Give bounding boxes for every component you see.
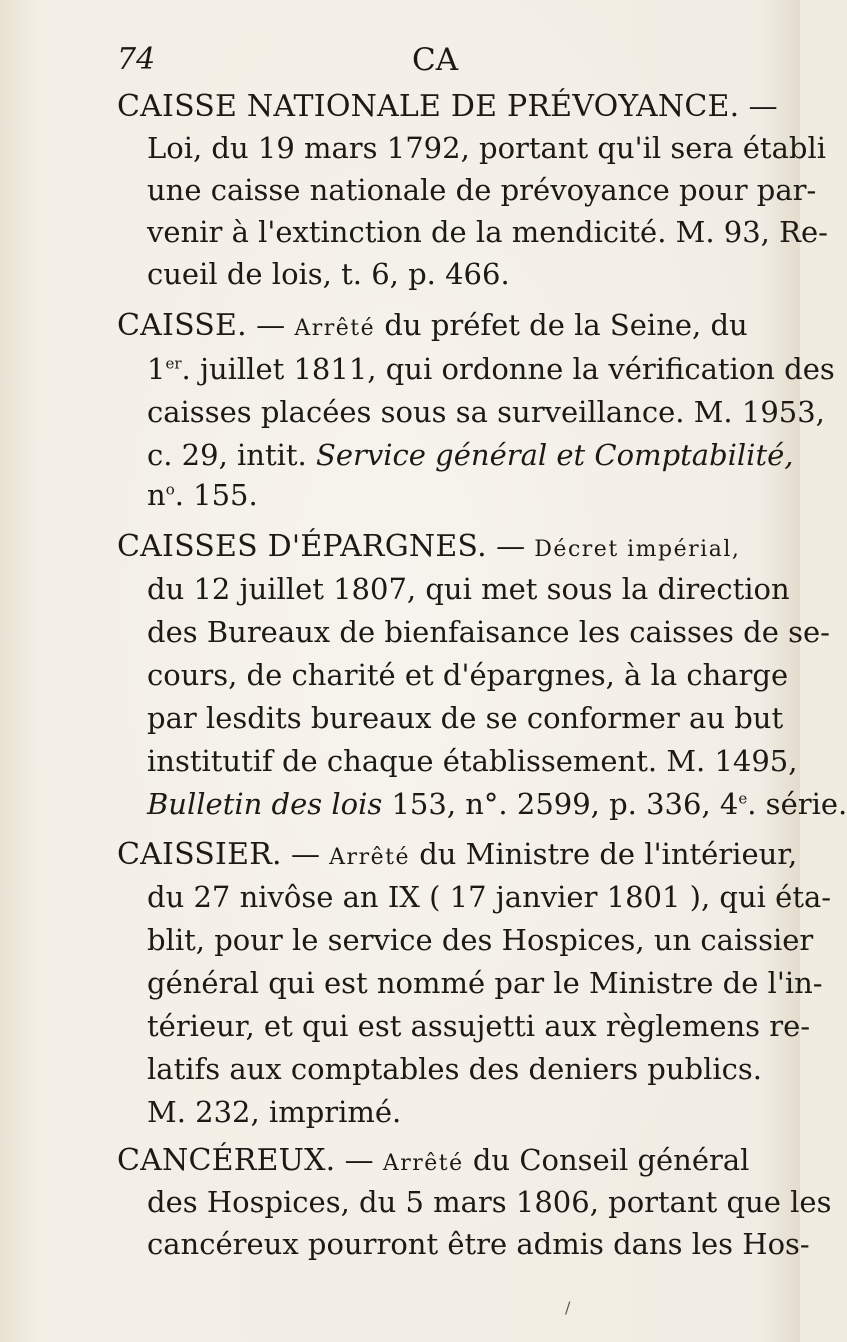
entry-text: . 155. bbox=[174, 478, 258, 512]
entry-line: venir à l'extinction de la mendicité. M. 93, Re- bbox=[147, 215, 828, 249]
superscript: er bbox=[165, 354, 182, 373]
entry-line bbox=[117, 528, 740, 564]
entry-line bbox=[147, 477, 258, 513]
entry-line: du 12 juillet 1807, qui met sous la direction bbox=[147, 572, 790, 606]
entry-line: du 27 nivôse an IX ( 17 janvier 1801 ), qui éta- bbox=[147, 880, 832, 914]
entry-line: Loi, du 19 mars 1792, portant qu'il sera établi bbox=[147, 131, 826, 165]
entry-text: . série. bbox=[747, 787, 847, 821]
entry-act-type: Arrêté bbox=[294, 316, 376, 341]
entry-line: latifs aux comptables des deniers publics. bbox=[147, 1052, 763, 1086]
entry-text: — bbox=[739, 89, 778, 123]
entry-act-type: Décret impérial, bbox=[534, 537, 741, 562]
entry-line: térieur, et qui est assujetti aux règlemens re- bbox=[147, 1009, 811, 1043]
entry-dash: — bbox=[246, 308, 295, 342]
entry-line bbox=[147, 437, 794, 473]
entry-headword: CAISSES D'ÉPARGNES. bbox=[117, 529, 487, 564]
entry-line: par lesdits bureaux de se conformer au but bbox=[147, 701, 784, 735]
entry-line: cueil de lois, t. 6, p. 466. bbox=[147, 257, 510, 291]
print-mark: / bbox=[565, 1298, 571, 1317]
entry-line: cours, de charité et d'épargnes, à la charge bbox=[147, 658, 789, 692]
entry-title-italic: Bulletin des lois bbox=[147, 787, 383, 821]
entry-headword: CAISSIER. bbox=[117, 837, 282, 872]
entry-text: n bbox=[147, 478, 166, 512]
entry-text: . juillet 1811, qui ordonne la vérification des bbox=[181, 352, 835, 386]
running-head: CA bbox=[412, 42, 459, 78]
entry-line: une caisse nationale de prévoyance pour par- bbox=[147, 173, 817, 207]
entry-text: du Conseil général bbox=[463, 1143, 750, 1177]
entry-line: M. 232, imprimé. bbox=[147, 1095, 402, 1129]
entry-line bbox=[117, 836, 797, 872]
entry-line bbox=[147, 786, 847, 822]
entry-text: c. 29, intit. bbox=[147, 438, 316, 472]
superscript: e bbox=[738, 789, 748, 808]
entry-headword: CAISSE. bbox=[117, 308, 247, 343]
entry-line: institutif de chaque établissement. M. 1495, bbox=[147, 744, 798, 778]
entry-dash: — bbox=[335, 1143, 383, 1177]
entry-line bbox=[147, 351, 835, 387]
page-number: 74 bbox=[117, 42, 156, 77]
entry-title-italic: Service général et Comptabilité, bbox=[316, 438, 794, 472]
entry-line: général qui est nommé par le Ministre de l'in- bbox=[147, 966, 823, 1000]
entry-act-type: Arrêté bbox=[382, 1151, 464, 1176]
entry-headword: CANCÉREUX. bbox=[117, 1143, 336, 1178]
entry-headword: CAISSE NATIONALE DE PRÉVOYANCE. bbox=[117, 89, 740, 124]
page-header bbox=[0, 42, 800, 82]
entry-text: 1 bbox=[147, 352, 166, 386]
entry-text: 153, n°. 2599, p. 336, 4 bbox=[382, 787, 739, 821]
entry-line bbox=[117, 1142, 749, 1178]
entry-line bbox=[117, 88, 778, 124]
entry-dash: — bbox=[281, 837, 330, 871]
entry-line: cancéreux pourront être admis dans les Hos- bbox=[147, 1227, 810, 1261]
entry-line bbox=[117, 307, 748, 343]
entry-text: du Ministre de l'intérieur, bbox=[409, 837, 798, 871]
entry-dash: — bbox=[486, 529, 535, 563]
entry-line: des Bureaux de bienfaisance les caisses de se- bbox=[147, 615, 830, 649]
entry-act-type: Arrêté bbox=[329, 845, 410, 870]
entry-line: des Hospices, du 5 mars 1806, portant que les bbox=[147, 1185, 832, 1219]
superscript: o bbox=[165, 480, 175, 499]
entry-line: blit, pour le service des Hospices, un caissier bbox=[147, 923, 814, 957]
entry-text: du préfet de la Seine, du bbox=[375, 308, 748, 342]
entry-line: caisses placées sous sa surveillance. M. 1953, bbox=[147, 395, 825, 429]
